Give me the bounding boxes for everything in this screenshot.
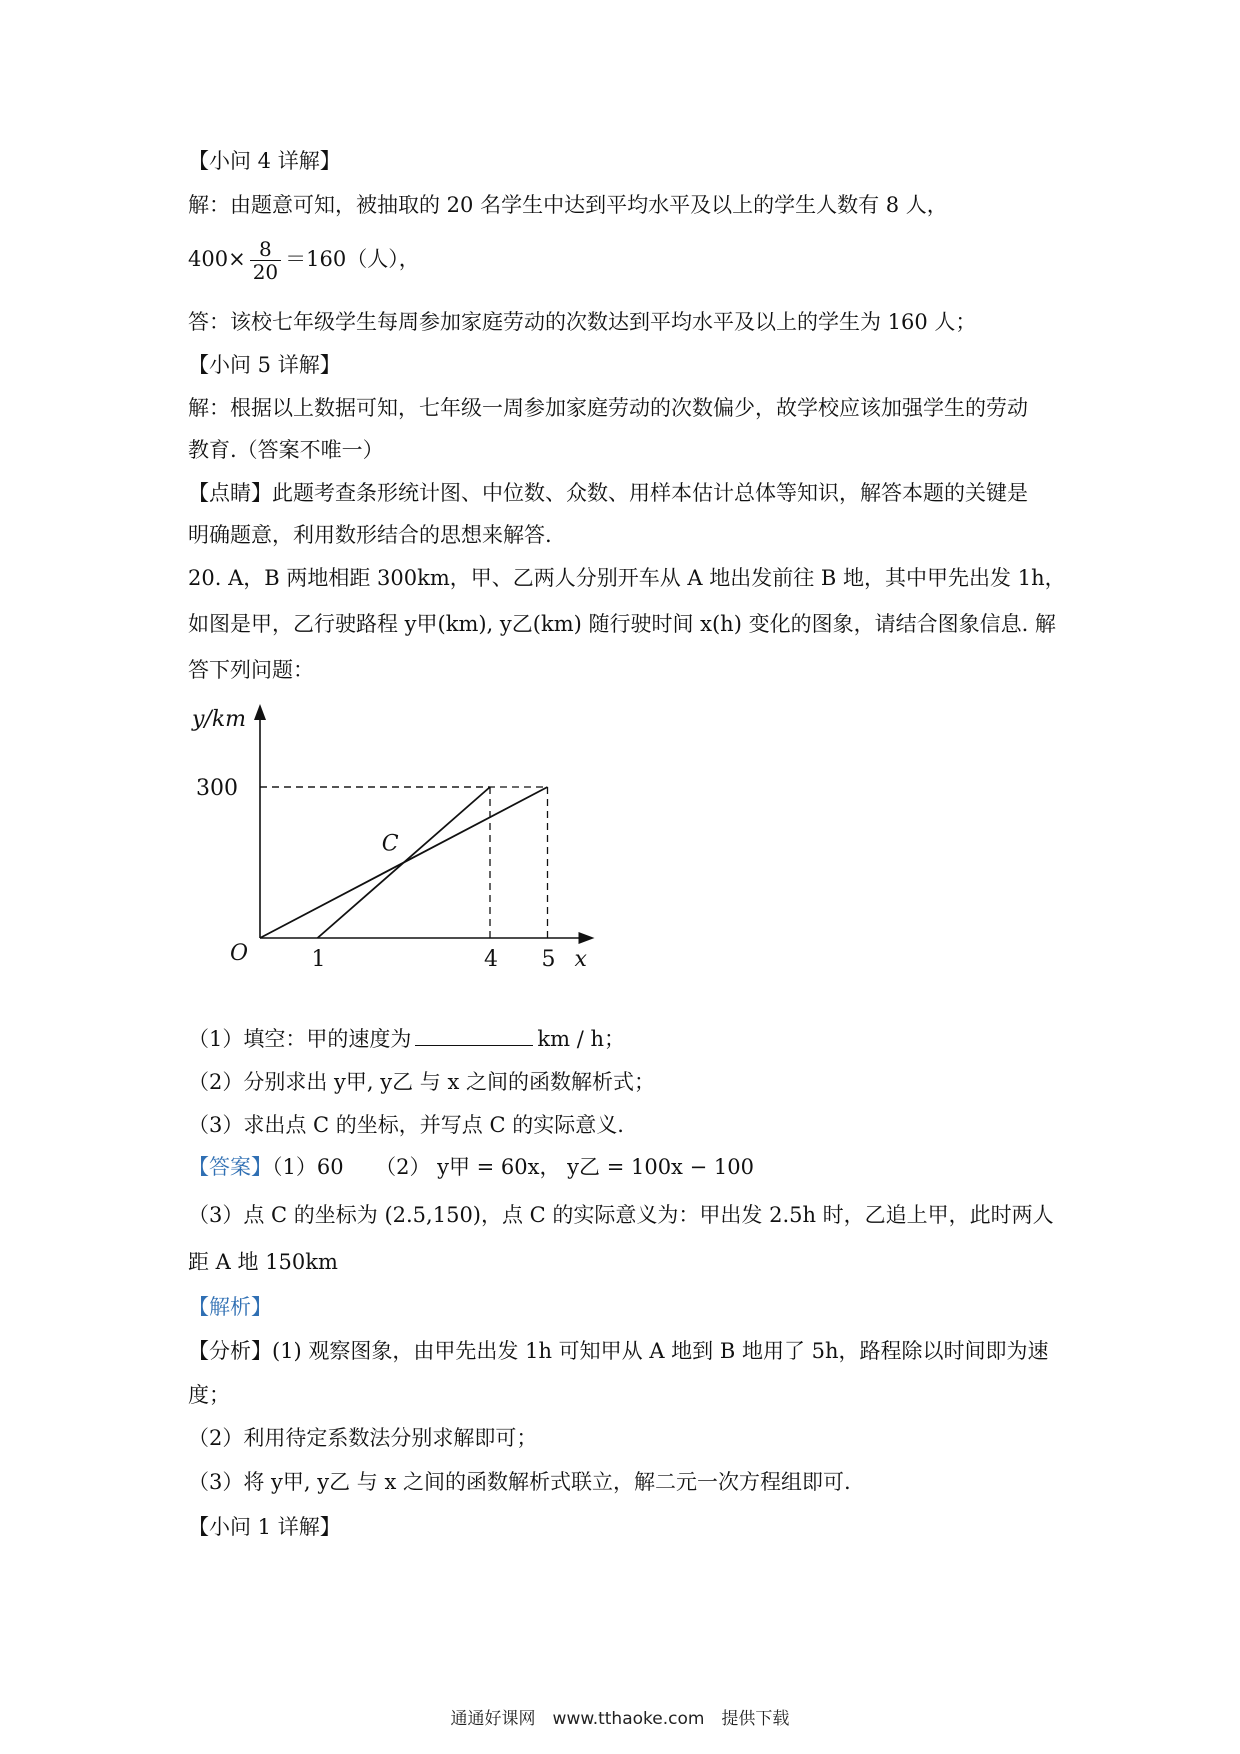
- function-graph: [180, 700, 640, 980]
- answer-line3: 距 A 地 150km: [188, 1250, 338, 1274]
- answer-line2: （3）点 C 的坐标为 (2.5,150)，点 C 的实际意义为：甲出发 2.5h 时，乙追上甲，此时两人: [188, 1203, 1054, 1227]
- subquestion1: [188, 1023, 625, 1054]
- calc-prefix: 400×: [188, 247, 246, 271]
- fraction-denominator: 20: [252, 260, 279, 284]
- fraction: [250, 238, 281, 283]
- section5-line2: 教育.（答案不唯一）: [188, 438, 384, 462]
- section4-line1: 解：由题意可知，被抽取的 20 名学生中达到平均水平及以上的学生人数有 8 人，: [188, 193, 948, 217]
- question20-line3: 答下列问题：: [188, 658, 314, 682]
- fraction-numerator: 8: [250, 238, 281, 261]
- answer-tag: 【答案】: [188, 1155, 272, 1179]
- section4-calculation: [188, 238, 420, 283]
- section4-answer: 答：该校七年级学生每周参加家庭劳动的次数达到平均水平及以上的学生为 160 人；: [188, 310, 977, 334]
- origin-label: O: [230, 941, 249, 966]
- series-line-2: [318, 787, 491, 938]
- subquestion1-prefix: （1）填空：甲的速度为: [188, 1027, 412, 1051]
- subquestion2: （2）分别求出 y甲, y乙 与 x 之间的函数解析式；: [188, 1070, 655, 1094]
- answer-line1: [188, 1152, 754, 1182]
- answer-blank: [415, 1023, 533, 1046]
- question20-line1: 20. A，B 两地相距 300km，甲、乙两人分别开车从 A 地出发前往 B 地，其中甲先出发 1h，: [188, 566, 1066, 590]
- jiexi-tag: 【解析】: [188, 1295, 272, 1319]
- fenxi-line4: （3）将 y甲, y乙 与 x 之间的函数解析式联立，解二元一次方程组即可.: [188, 1470, 851, 1494]
- section4-heading: 【小问 4 详解】: [188, 149, 341, 173]
- fenxi-line1: 【分析】(1) 观察图象，由甲先出发 1h 可知甲从 A 地到 B 地用了 5h，路程除以时间即为速: [188, 1339, 1049, 1363]
- dianjing-line2: 明确题意，利用数形结合的思想来解答.: [188, 523, 552, 547]
- subquestion3: （3）求出点 C 的坐标，并写点 C 的实际意义.: [188, 1113, 624, 1137]
- page-footer: 通通好课网 www.tthaoke.com 提供下载: [450, 1709, 790, 1729]
- tick-label-1: 1: [311, 947, 326, 972]
- x-axis-label: x: [574, 947, 587, 972]
- calc-suffix: ＝160（人），: [285, 247, 420, 271]
- subquestion1-suffix: km / h；: [537, 1027, 625, 1051]
- fenxi-line3: （2）利用待定系数法分别求解即可；: [188, 1426, 538, 1450]
- question20-line2: 如图是甲，乙行驶路程 y甲(km), y乙(km) 随行驶时间 x(h) 变化的图象，请结合图象信息. 解: [188, 612, 1056, 636]
- section5-heading: 【小问 5 详解】: [188, 353, 341, 377]
- section1-heading: 【小问 1 详解】: [188, 1515, 341, 1539]
- fenxi-line2: 度；: [188, 1383, 230, 1407]
- tick-label-4: 4: [484, 947, 498, 972]
- y-axis-arrow: [254, 704, 266, 720]
- answer-content1: （1）60 （2） y甲 = 60x， y乙 = 100x − 100: [272, 1155, 754, 1179]
- tick-label-300: 300: [196, 776, 238, 801]
- section5-line1: 解：根据以上数据可知，七年级一周参加家庭劳动的次数偏少，故学校应该加强学生的劳动: [188, 396, 1028, 420]
- y-axis-label: y/km: [192, 707, 247, 732]
- tick-label-5: 5: [541, 947, 556, 972]
- dianjing-line1: 【点睛】此题考查条形统计图、中位数、众数、用样本估计总体等知识，解答本题的关键是: [188, 481, 1028, 505]
- point-c-label: C: [381, 831, 399, 857]
- x-axis-arrow: [579, 932, 595, 944]
